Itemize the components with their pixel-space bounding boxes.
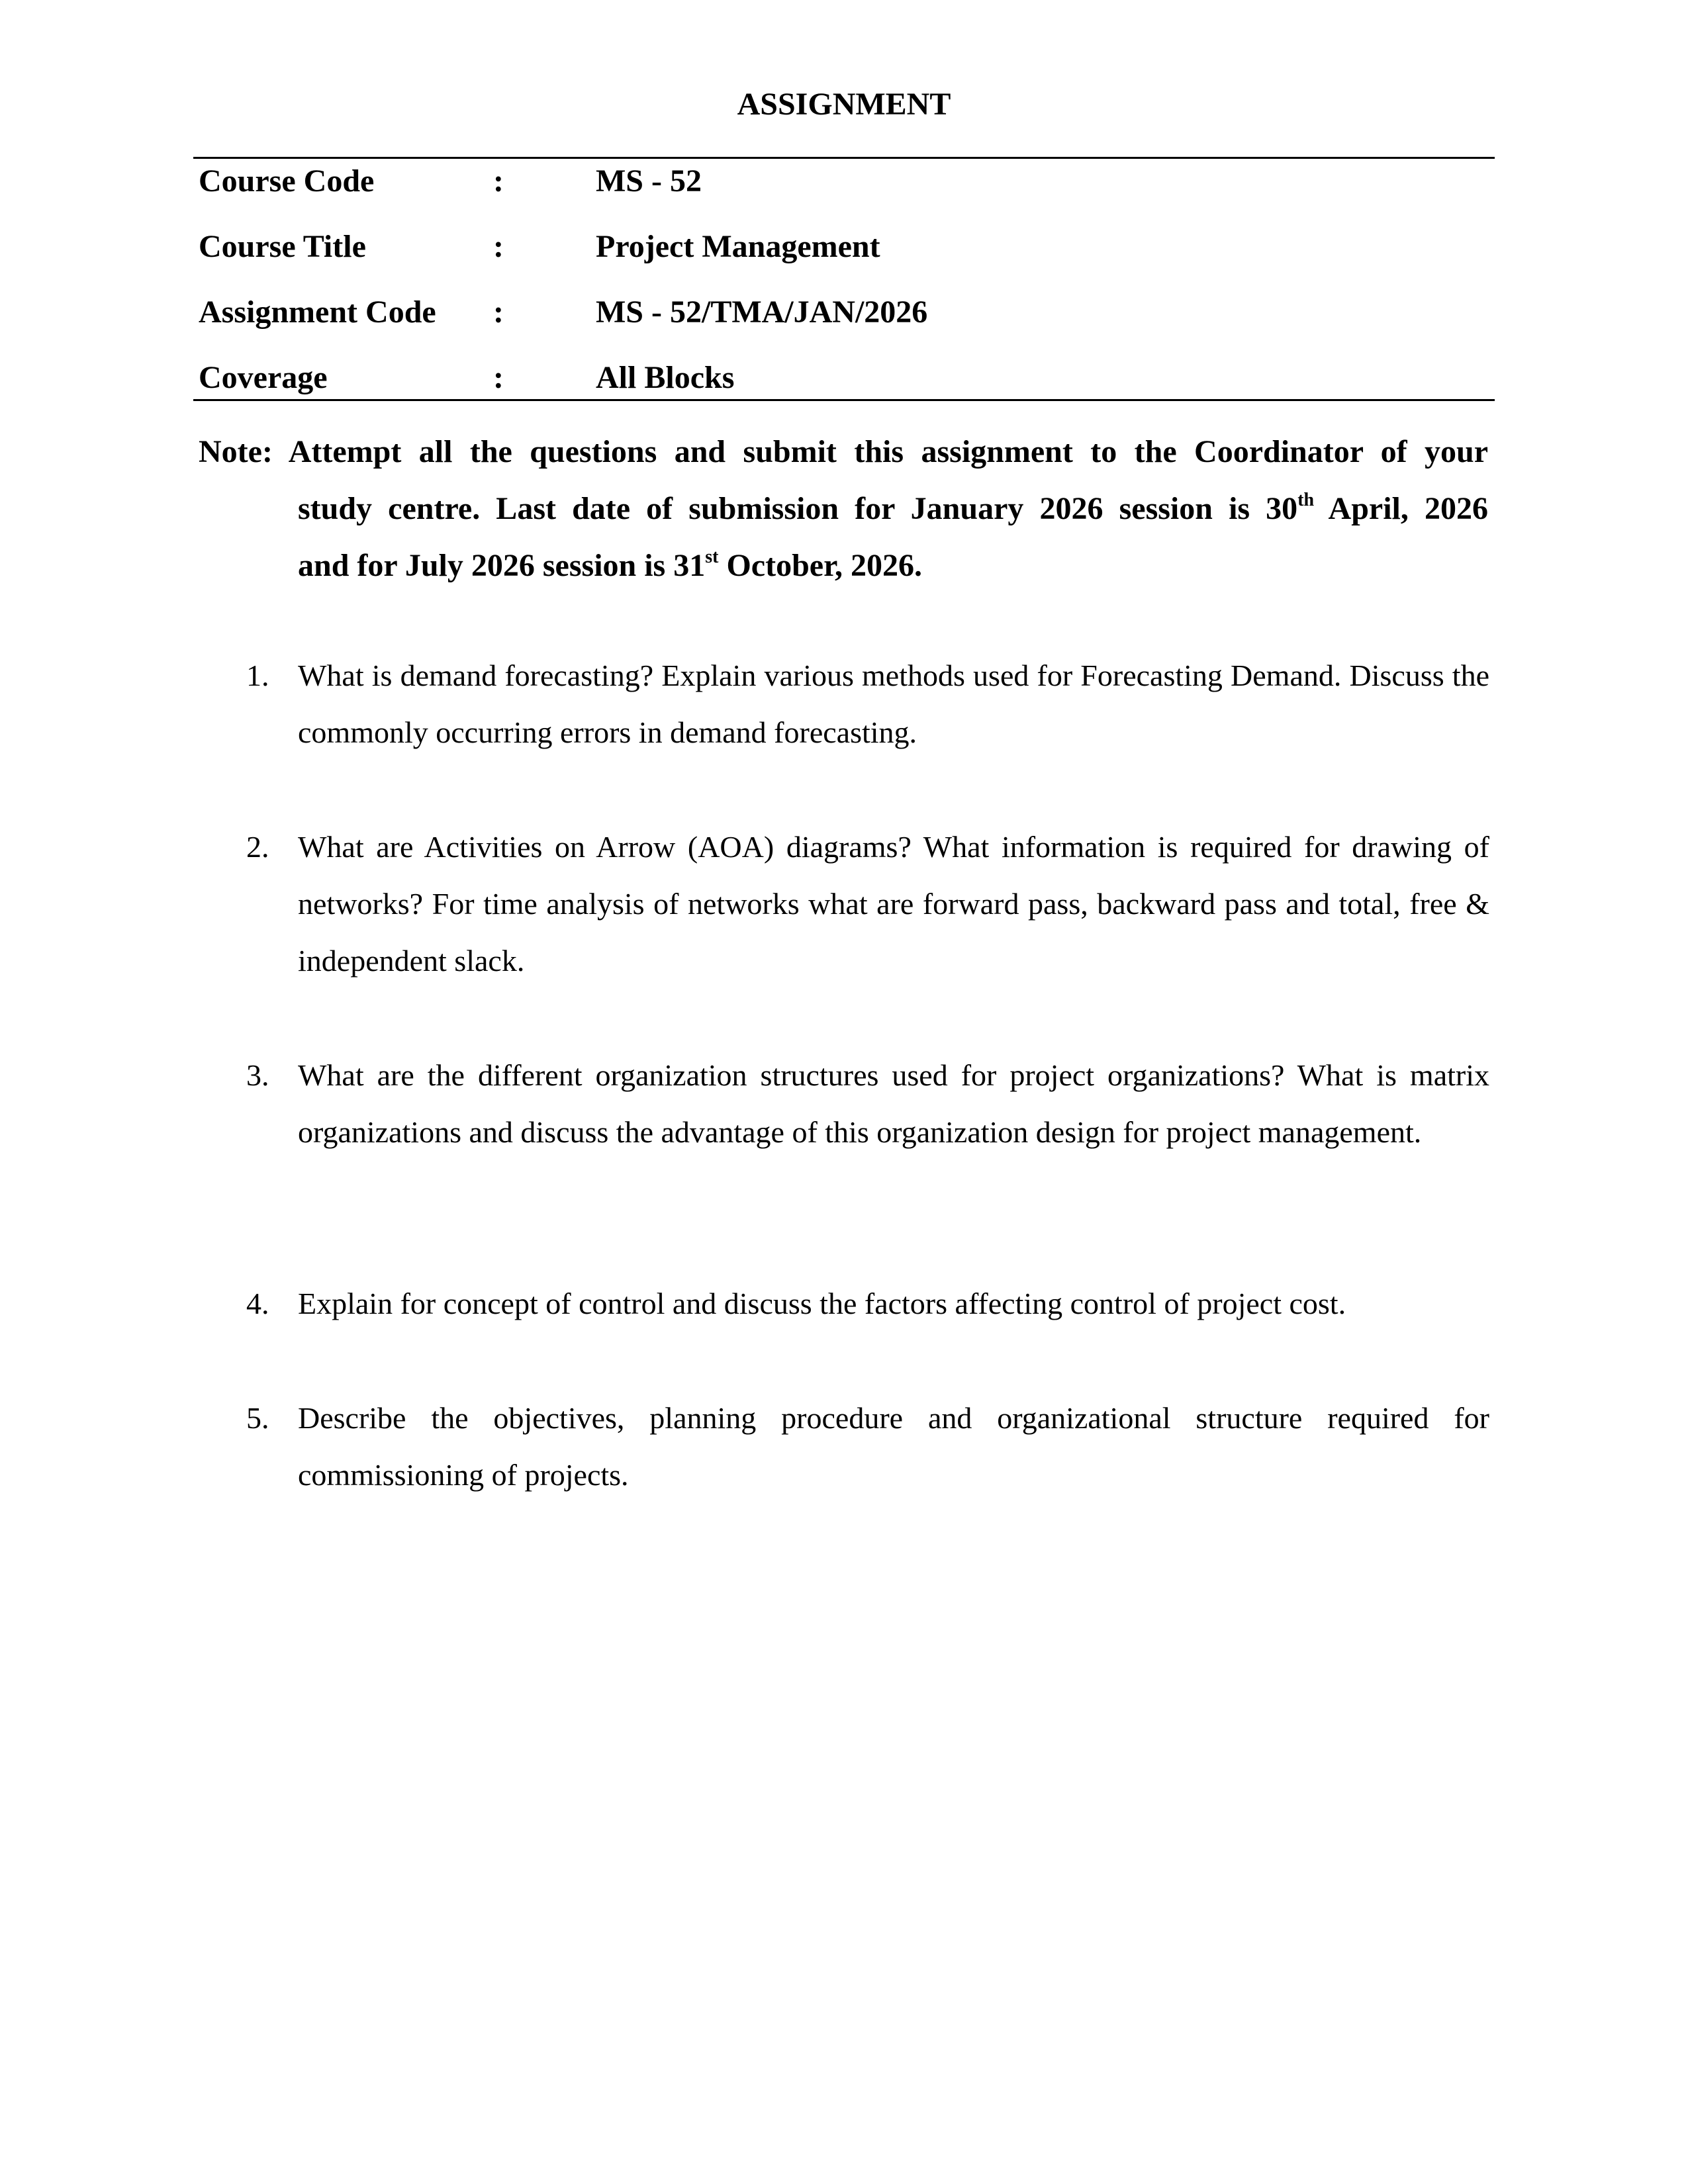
assignment-code-value: MS - 52/TMA/JAN/2026 [596, 295, 928, 330]
course-code-separator: : [493, 163, 504, 199]
question-text: Explain for concept of control and discuss the factors affecting control of project cost. [298, 1287, 1346, 1320]
question-number: 5. [246, 1401, 269, 1435]
coverage-value: All Blocks [596, 360, 735, 395]
note-line-3-text: and for July 2026 session is 31 [298, 548, 706, 583]
page-title: ASSIGNMENT [737, 87, 951, 122]
note-line-2-tail: April, 2026 [1314, 491, 1488, 526]
course-code-row [199, 161, 1489, 201]
assignment-code-label: Assignment Code [199, 295, 436, 330]
course-code-label: Course Code [199, 163, 375, 199]
assignment-code-row [199, 293, 1489, 332]
question-number: 2. [246, 830, 269, 864]
header-top-rule [193, 157, 1495, 159]
note-line-3-tail: October, 2026. [718, 548, 922, 583]
assignment-code-separator: : [493, 295, 504, 330]
question-number: 1. [246, 659, 269, 692]
coverage-label: Coverage [199, 360, 328, 395]
course-title-separator: : [493, 229, 504, 264]
coverage-separator: : [493, 360, 504, 395]
question-number: 3. [246, 1058, 269, 1092]
note-line-3-superscript: st [705, 547, 719, 567]
question-text: What is demand forecasting? Explain various methods used for Forecasting Demand. Discuss the commonly occurring errors in demand forecasting. [298, 659, 1489, 749]
note-line-2-text: study centre. Last date of submission for January 2026 session is 30 [298, 491, 1298, 526]
course-code-value: MS - 52 [596, 163, 702, 199]
note-line-2 [298, 480, 1488, 537]
question-number: 4. [246, 1287, 269, 1320]
course-title-value: Project Management [596, 229, 880, 264]
course-title-label: Course Title [199, 229, 366, 264]
question-text: What are Activities on Arrow (AOA) diagrams? What information is required for drawing of networks? For time analysis of networks what are forward pass, backward pass and total, free & independent slack. [298, 830, 1489, 978]
coverage-row [199, 358, 1489, 398]
question-text: Describe the objectives, planning procedure and organizational structure required for commissioning of projects. [298, 1401, 1489, 1492]
note-line-2-superscript: th [1297, 490, 1315, 510]
header-bottom-rule [193, 399, 1495, 401]
note-line-1: Note: Attempt all the questions and submit this assignment to the Coordinator of your [199, 434, 1488, 469]
question-text: What are the different organization structures used for project organizations? What is matrix organizations and discuss the advantage of this organization design for project management. [298, 1058, 1489, 1149]
note-line-3 [298, 537, 1488, 594]
course-title-row [199, 227, 1489, 267]
